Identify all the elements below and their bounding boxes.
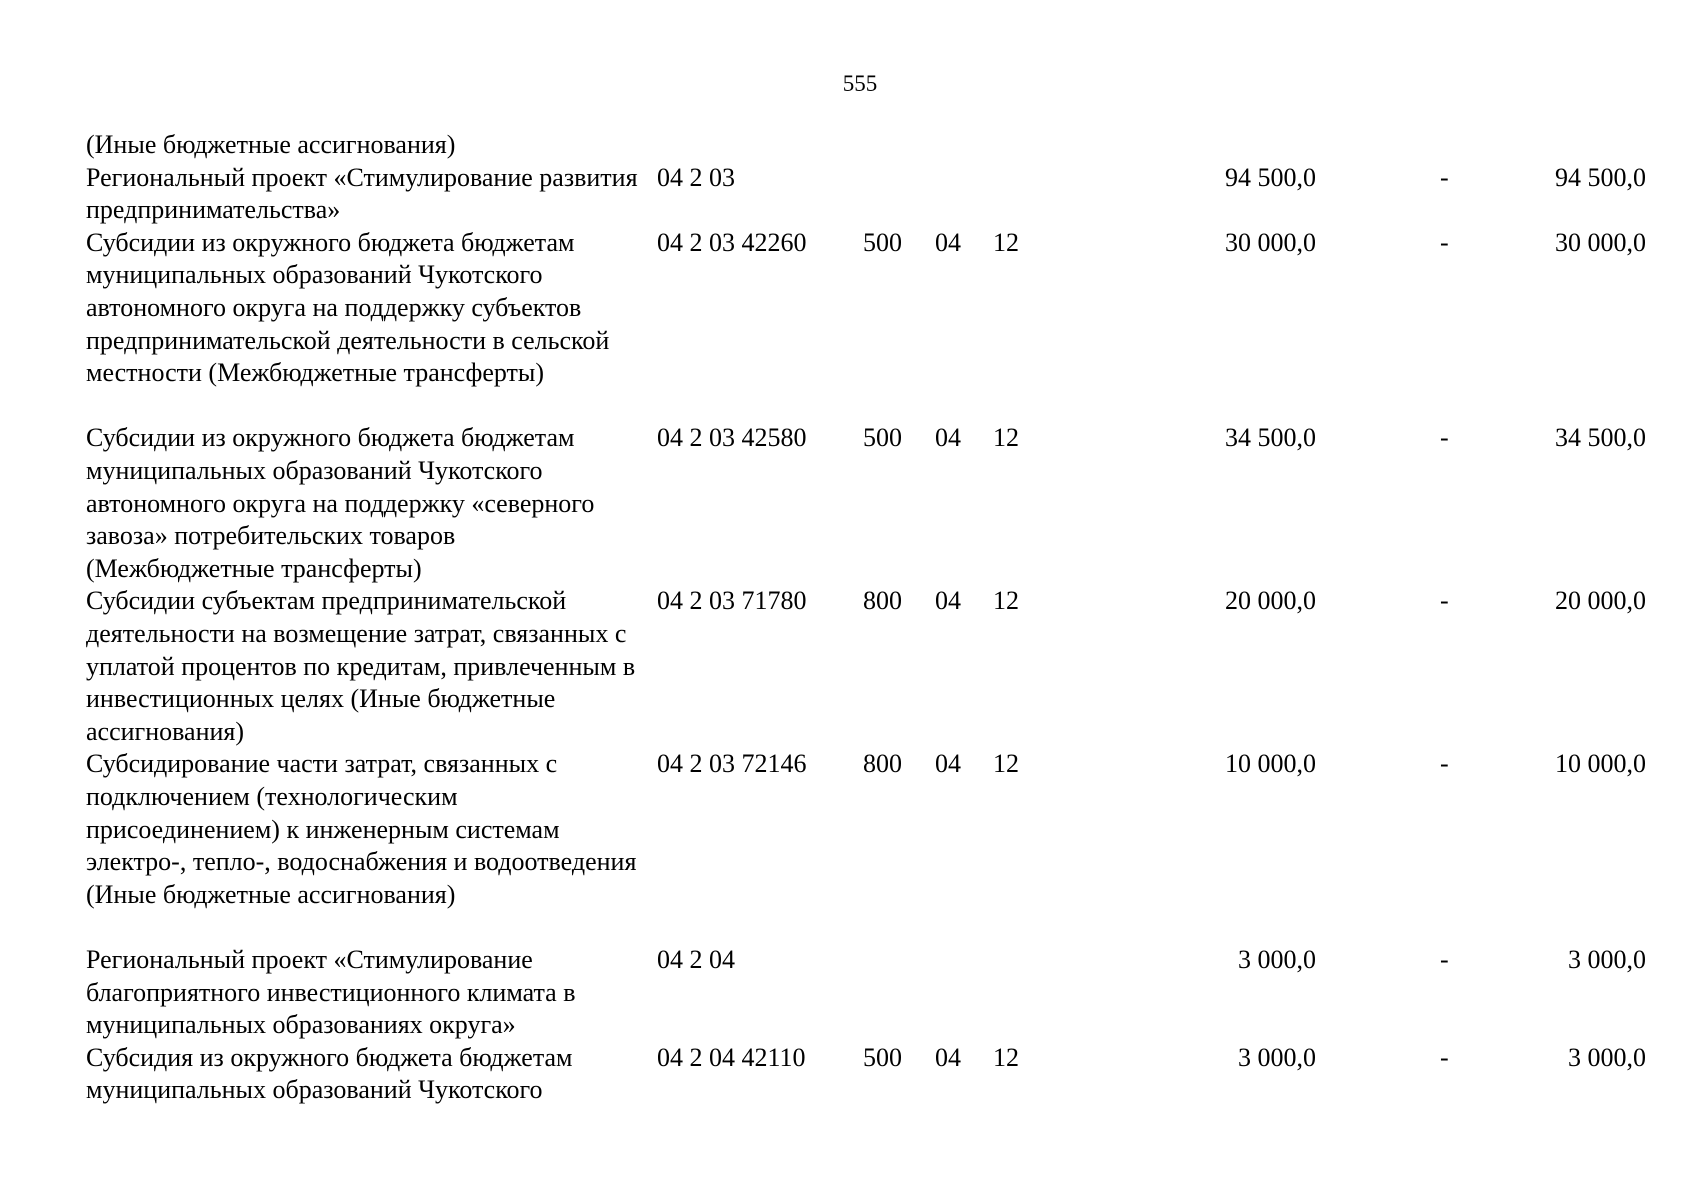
table-row bbox=[86, 422, 1646, 585]
expense-type-code: 500 bbox=[863, 1042, 902, 1072]
change-amount: - bbox=[1440, 1042, 1449, 1072]
change-amount: - bbox=[1440, 586, 1449, 616]
approved-amount: 34 500,0 bbox=[1225, 423, 1316, 453]
row-description: Субсидия из окружного бюджета бюджетам муниципальных образований Чукотского bbox=[86, 1042, 573, 1105]
table-row bbox=[86, 1042, 1646, 1107]
approved-amount: 10 000,0 bbox=[1225, 749, 1316, 779]
table-row bbox=[86, 748, 1646, 944]
expense-type-code: 500 bbox=[863, 423, 902, 453]
total-amount: 94 500,0 bbox=[1555, 162, 1646, 192]
row-description: Региональный проект «Стимулирование благоприятного инвестиционного климата в муниципальных образованиях округа» bbox=[86, 944, 576, 1040]
row-description: (Иные бюджетные ассигнования) bbox=[86, 130, 456, 159]
approved-amount: 30 000,0 bbox=[1225, 227, 1316, 257]
subsection-code: 12 bbox=[993, 749, 1019, 779]
table-row bbox=[86, 129, 1646, 162]
approved-amount: 3 000,0 bbox=[1238, 944, 1316, 974]
row-description: Региональный проект «Стимулирование развития предпринимательства» bbox=[86, 162, 638, 225]
total-amount: 3 000,0 bbox=[1568, 944, 1646, 974]
target-article-code: 04 2 03 42580 bbox=[657, 423, 807, 453]
expense-type-code: 800 bbox=[863, 749, 902, 779]
target-article-code: 04 2 03 bbox=[657, 162, 735, 192]
target-article-code: 04 2 03 42260 bbox=[657, 227, 807, 257]
target-article-code: 04 2 04 bbox=[657, 944, 735, 974]
page-number: 555 bbox=[842, 71, 878, 96]
row-description: Субсидии субъектам предпринимательской деятельности на возмещение затрат, связанных с уплатой процентов по кредитам, привлеченным в инвестиционных целях (Иные бюджетные ассигнования) bbox=[86, 586, 636, 746]
row-description: Субсидии из окружного бюджета бюджетам муниципальных образований Чукотского автономного округа на поддержку «северного завоза» потребительских товаров (Межбюджетные трансферты) bbox=[86, 423, 595, 583]
section-code: 04 bbox=[935, 423, 961, 453]
expense-type-code: 500 bbox=[863, 227, 902, 257]
total-amount: 10 000,0 bbox=[1555, 749, 1646, 779]
table-row bbox=[86, 944, 1646, 1042]
subsection-code: 12 bbox=[993, 586, 1019, 616]
change-amount: - bbox=[1440, 423, 1449, 453]
section-code: 04 bbox=[935, 749, 961, 779]
subsection-code: 12 bbox=[993, 423, 1019, 453]
change-amount: - bbox=[1440, 749, 1449, 779]
table-row bbox=[86, 162, 1646, 227]
target-article-code: 04 2 04 42110 bbox=[657, 1042, 806, 1072]
approved-amount: 20 000,0 bbox=[1225, 586, 1316, 616]
change-amount: - bbox=[1440, 227, 1449, 257]
budget-table bbox=[86, 129, 1646, 1107]
approved-amount: 94 500,0 bbox=[1225, 162, 1316, 192]
expense-type-code: 800 bbox=[863, 586, 902, 616]
change-amount: - bbox=[1440, 162, 1449, 192]
total-amount: 3 000,0 bbox=[1568, 1042, 1646, 1072]
row-description: Субсидирование части затрат, связанных с подключением (технологическим присоединением) к инженерным системам электро-, тепло-, водоснабжения и водоотведения (Иные бюджетные ассигнования) bbox=[86, 749, 637, 909]
section-code: 04 bbox=[935, 586, 961, 616]
total-amount: 20 000,0 bbox=[1555, 586, 1646, 616]
subsection-code: 12 bbox=[993, 1042, 1019, 1072]
table-row bbox=[86, 585, 1646, 748]
table-row bbox=[86, 227, 1646, 423]
target-article-code: 04 2 03 72146 bbox=[657, 749, 807, 779]
total-amount: 30 000,0 bbox=[1555, 227, 1646, 257]
section-code: 04 bbox=[935, 1042, 961, 1072]
total-amount: 34 500,0 bbox=[1555, 423, 1646, 453]
row-description: Субсидии из окружного бюджета бюджетам муниципальных образований Чукотского автономного округа на поддержку субъектов предпринимательской деятельности в сельской местности (Межбюджетные трансферты) bbox=[86, 227, 610, 388]
change-amount: - bbox=[1440, 944, 1449, 974]
section-code: 04 bbox=[935, 227, 961, 257]
target-article-code: 04 2 03 71780 bbox=[657, 586, 807, 616]
approved-amount: 3 000,0 bbox=[1238, 1042, 1316, 1072]
subsection-code: 12 bbox=[993, 227, 1019, 257]
